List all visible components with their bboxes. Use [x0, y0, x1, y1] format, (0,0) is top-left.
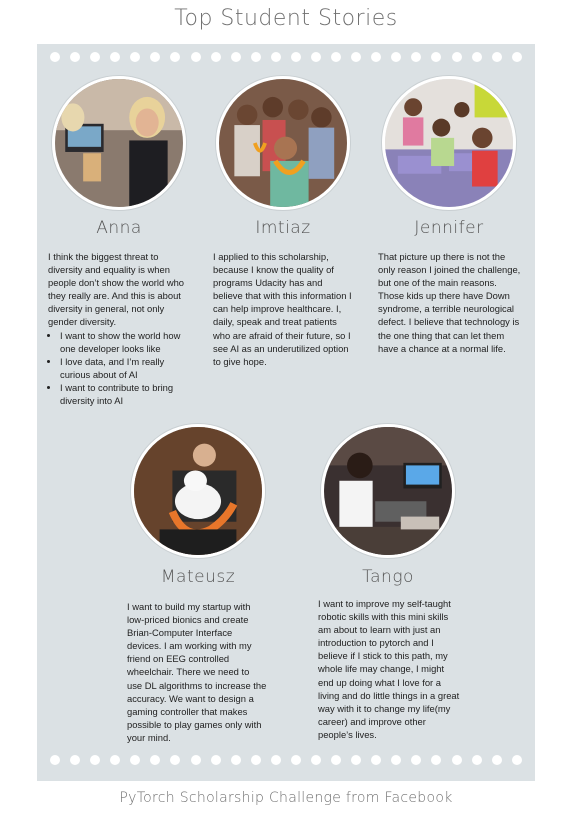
mateusz-story-text: I want to build my startup with low-priced bionics and create Brian-Computer Interface devices. I am working with my friend on EEG controlled wheelchair. There we need to use DL algorithms to increase the accuracy. We want to design a gaming controller that makes possible to play games only with your mind. — [127, 601, 267, 743]
border-dot — [50, 52, 60, 62]
border-dot — [411, 755, 421, 765]
border-dot — [130, 52, 140, 62]
border-dot — [211, 52, 221, 62]
border-dot — [331, 52, 341, 62]
border-dot — [271, 52, 281, 62]
border-dot — [110, 755, 120, 765]
border-dot — [170, 52, 180, 62]
border-dot — [411, 52, 421, 62]
anna-name: Anna — [96, 218, 142, 238]
anna-story-text: I think the biggest threat to diversity and equality is when people don’t show the world who they really are. And this is about diversity in general, not only gender diversity. — [48, 251, 185, 328]
border-dot — [291, 52, 301, 62]
mateusz-photo — [131, 424, 265, 558]
border-dot — [130, 755, 140, 765]
border-dot — [311, 52, 321, 62]
tango-story-text: I want to improve my self-taught robotic skills with this mini skills am about to learn with just an introduction to pytorch and I believe if I stick to this path, my whole life may change, I might end up doing what I love for a living and do little things in a great way with it to change my life(my career) and improve other people’s lives. — [318, 598, 460, 740]
tango-story — [318, 597, 460, 741]
border-dot — [90, 755, 100, 765]
imtiaz-story — [213, 250, 353, 368]
tango-name: Tango — [362, 567, 414, 587]
anna-bullet: • I want to contribute to bring diversity into AI — [60, 381, 193, 407]
imtiaz-name: Imtiaz — [255, 218, 311, 238]
border-dot — [70, 52, 80, 62]
border-dot — [50, 755, 60, 765]
jennifer-story-text: That picture up there is not the only reason I joined the challenge, but one of the main reasons. Those kids up there have Down syndrome, a terrible neurological defect. I believe that technology is the one thing that can let them have a chance at a normal life. — [378, 251, 521, 354]
imtiaz-story-text: I applied to this scholarship, because I know the quality of programs Udacity has and believe that with this information I can help improve healthcare. I, daily, speak and treat patients who are afraid of their future, so I see AI as an underutilized option to give hope. — [213, 251, 352, 367]
border-dot — [291, 755, 301, 765]
border-dot — [90, 52, 100, 62]
mateusz-story — [127, 600, 267, 744]
border-dot — [110, 52, 120, 62]
footer-caption: PyTorch Scholarship Challenge from Facebook — [119, 790, 453, 806]
border-dot — [311, 755, 321, 765]
border-dot — [331, 755, 341, 765]
imtiaz-photo — [216, 76, 350, 210]
border-dot — [431, 755, 441, 765]
border-dot — [251, 52, 261, 62]
anna-bullet-list — [48, 329, 193, 408]
border-dot — [251, 755, 261, 765]
anna-bullet: • I want to show the world how one developer looks like — [60, 329, 193, 355]
tango-photo — [321, 424, 455, 558]
border-dot — [170, 755, 180, 765]
border-dot — [452, 755, 462, 765]
jennifer-story — [378, 250, 524, 355]
border-dot — [70, 755, 80, 765]
border-dot — [150, 52, 160, 62]
jennifer-photo — [382, 76, 516, 210]
page-title: Top Student Stories — [174, 6, 398, 31]
border-dot — [191, 755, 201, 765]
mateusz-name: Mateusz — [160, 567, 236, 587]
border-dot — [512, 52, 522, 62]
border-dot — [271, 755, 281, 765]
border-dot — [391, 52, 401, 62]
border-dot — [492, 755, 502, 765]
border-dot — [231, 52, 241, 62]
border-dot — [472, 52, 482, 62]
border-dot — [150, 755, 160, 765]
border-dot — [492, 52, 502, 62]
anna-photo — [52, 76, 186, 210]
jennifer-name: Jennifer — [414, 218, 484, 238]
anna-bullet: • I love data, and I’m really curious about of AI — [60, 355, 193, 381]
border-dot — [211, 755, 221, 765]
border-dot — [431, 52, 441, 62]
border-dot — [391, 755, 401, 765]
border-dot — [191, 52, 201, 62]
bottom-dot-border — [37, 755, 535, 767]
anna-story — [48, 250, 193, 407]
border-dot — [472, 755, 482, 765]
border-dot — [231, 755, 241, 765]
border-dot — [452, 52, 462, 62]
border-dot — [371, 755, 381, 765]
top-dot-border — [37, 52, 535, 64]
border-dot — [351, 52, 361, 62]
border-dot — [351, 755, 361, 765]
border-dot — [371, 52, 381, 62]
border-dot — [512, 755, 522, 765]
